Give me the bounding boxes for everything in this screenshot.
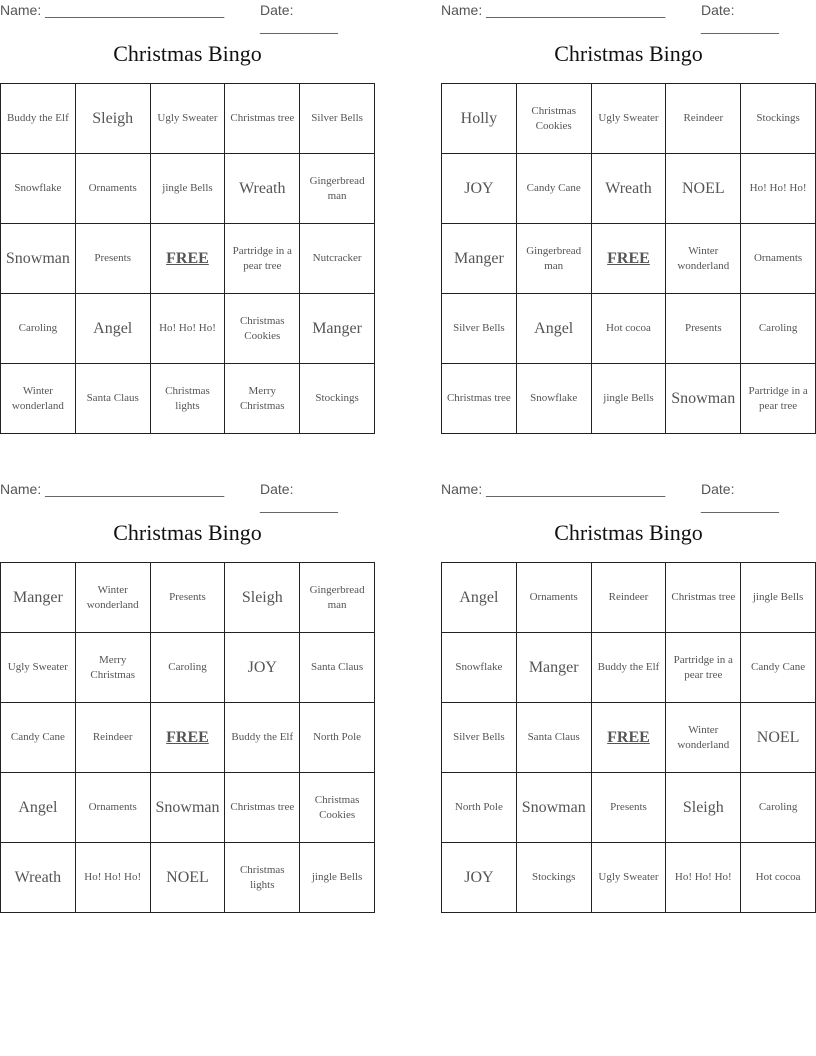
card-title: Christmas Bingo: [554, 41, 703, 66]
card-header: [441, 0, 816, 34]
bingo-cell: Silver Bells: [442, 294, 517, 364]
bingo-cell: Christmas tree: [225, 84, 300, 154]
bingo-cell: Gingerbread man: [300, 563, 375, 633]
bingo-cell: North Pole: [300, 703, 375, 773]
bingo-cell: NOEL: [151, 843, 226, 913]
date-field-label: Date: __________: [260, 481, 338, 513]
card-title: Christmas Bingo: [554, 520, 703, 545]
bingo-cell: Partridge in a pear tree: [666, 633, 741, 703]
bingo-cell: Snowman: [151, 773, 226, 843]
bingo-cell: Gingerbread man: [517, 224, 592, 294]
bingo-cell: jingle Bells: [592, 364, 667, 434]
bingo-cell: Angel: [442, 563, 517, 633]
bingo-cell: Christmas lights: [225, 843, 300, 913]
bingo-cell: Snowman: [666, 364, 741, 434]
bingo-cell: Angel: [517, 294, 592, 364]
bingo-cell: Silver Bells: [300, 84, 375, 154]
bingo-cell: Snowflake: [442, 633, 517, 703]
bingo-cell: Snowman: [517, 773, 592, 843]
card-header: [441, 479, 816, 513]
bingo-cell: Silver Bells: [442, 703, 517, 773]
bingo-cell: Holly: [442, 84, 517, 154]
bingo-cell: Caroling: [1, 294, 76, 364]
bingo-cell: Presents: [592, 773, 667, 843]
bingo-cell: NOEL: [741, 703, 816, 773]
bingo-grid: [0, 562, 375, 913]
bingo-cell: Ugly Sweater: [592, 84, 667, 154]
card-title: Christmas Bingo: [113, 41, 262, 66]
bingo-cell: NOEL: [666, 154, 741, 224]
bingo-cell: Wreath: [592, 154, 667, 224]
bingo-cell: Winter wonderland: [666, 224, 741, 294]
bingo-cell: Christmas tree: [225, 773, 300, 843]
bingo-cell: Hot cocoa: [741, 843, 816, 913]
free-space: FREE: [592, 703, 667, 773]
date-field-label: Date: __________: [701, 481, 779, 513]
bingo-cell: Ho! Ho! Ho!: [76, 843, 151, 913]
date-field-label: Date: __________: [260, 2, 338, 34]
card-header: [0, 479, 375, 513]
bingo-cell: Partridge in a pear tree: [741, 364, 816, 434]
bingo-cell: Christmas Cookies: [300, 773, 375, 843]
bingo-cell: Merry Christmas: [225, 364, 300, 434]
bingo-cell: Angel: [76, 294, 151, 364]
bingo-cell: Wreath: [1, 843, 76, 913]
bingo-cell: JOY: [442, 154, 517, 224]
bingo-cell: Christmas Cookies: [225, 294, 300, 364]
free-space: FREE: [151, 703, 226, 773]
bingo-cell: Winter wonderland: [666, 703, 741, 773]
bingo-cell: North Pole: [442, 773, 517, 843]
card-header: [0, 0, 375, 34]
bingo-cell: Candy Cane: [741, 633, 816, 703]
name-field-label: Name: _______________________: [0, 2, 225, 18]
bingo-cell: Partridge in a pear tree: [225, 224, 300, 294]
bingo-cell: Presents: [666, 294, 741, 364]
bingo-cell: Gingerbread man: [300, 154, 375, 224]
bingo-cell: Caroling: [741, 294, 816, 364]
bingo-cell: Winter wonderland: [76, 563, 151, 633]
bingo-cell: JOY: [225, 633, 300, 703]
name-field-label: Name: _______________________: [0, 481, 225, 497]
free-space: FREE: [592, 224, 667, 294]
bingo-cell: Snowflake: [517, 364, 592, 434]
bingo-cell: JOY: [442, 843, 517, 913]
free-space: FREE: [151, 224, 226, 294]
bingo-cell: Manger: [442, 224, 517, 294]
bingo-cell: Christmas Cookies: [517, 84, 592, 154]
bingo-cell: Buddy the Elf: [1, 84, 76, 154]
bingo-cell: Stockings: [517, 843, 592, 913]
card-title: Christmas Bingo: [113, 520, 262, 545]
date-field-label: Date: __________: [701, 2, 779, 34]
bingo-cell: Sleigh: [76, 84, 151, 154]
bingo-cell: jingle Bells: [741, 563, 816, 633]
bingo-cell: Wreath: [225, 154, 300, 224]
bingo-cell: Angel: [1, 773, 76, 843]
bingo-cell: Santa Claus: [300, 633, 375, 703]
bingo-cell: Caroling: [741, 773, 816, 843]
bingo-cell: Santa Claus: [76, 364, 151, 434]
bingo-cell: Ho! Ho! Ho!: [151, 294, 226, 364]
bingo-cell: Christmas tree: [666, 563, 741, 633]
bingo-cell: Ornaments: [76, 773, 151, 843]
bingo-cell: Ho! Ho! Ho!: [666, 843, 741, 913]
bingo-cell: Hot cocoa: [592, 294, 667, 364]
bingo-cell: Christmas tree: [442, 364, 517, 434]
bingo-cell: Sleigh: [225, 563, 300, 633]
bingo-cell: Merry Christmas: [76, 633, 151, 703]
bingo-cell: Ornaments: [76, 154, 151, 224]
bingo-cell: Presents: [76, 224, 151, 294]
bingo-cell: Ornaments: [741, 224, 816, 294]
bingo-cell: jingle Bells: [300, 843, 375, 913]
bingo-cell: Candy Cane: [517, 154, 592, 224]
bingo-grid: [441, 562, 816, 913]
bingo-cell: Buddy the Elf: [225, 703, 300, 773]
bingo-cell: Ugly Sweater: [592, 843, 667, 913]
bingo-cell: Nutcracker: [300, 224, 375, 294]
bingo-cell: Ornaments: [517, 563, 592, 633]
bingo-cell: Candy Cane: [1, 703, 76, 773]
bingo-cell: Reindeer: [666, 84, 741, 154]
bingo-cell: Caroling: [151, 633, 226, 703]
name-field-label: Name: _______________________: [441, 481, 666, 497]
bingo-cell: Ugly Sweater: [1, 633, 76, 703]
bingo-cell: Santa Claus: [517, 703, 592, 773]
name-field-label: Name: _______________________: [441, 2, 666, 18]
bingo-cell: Presents: [151, 563, 226, 633]
bingo-cell: Snowman: [1, 224, 76, 294]
bingo-cell: Buddy the Elf: [592, 633, 667, 703]
bingo-cell: Manger: [300, 294, 375, 364]
bingo-cell: Christmas lights: [151, 364, 226, 434]
bingo-cell: Sleigh: [666, 773, 741, 843]
bingo-cell: Manger: [1, 563, 76, 633]
bingo-cell: Snowflake: [1, 154, 76, 224]
bingo-cell: Ho! Ho! Ho!: [741, 154, 816, 224]
bingo-cell: Ugly Sweater: [151, 84, 226, 154]
bingo-cell: Manger: [517, 633, 592, 703]
bingo-cell: Reindeer: [592, 563, 667, 633]
bingo-cell: jingle Bells: [151, 154, 226, 224]
bingo-cell: Stockings: [741, 84, 816, 154]
bingo-grid: [0, 83, 375, 434]
bingo-cell: Winter wonderland: [1, 364, 76, 434]
bingo-cell: Stockings: [300, 364, 375, 434]
bingo-cell: Reindeer: [76, 703, 151, 773]
bingo-grid: [441, 83, 816, 434]
